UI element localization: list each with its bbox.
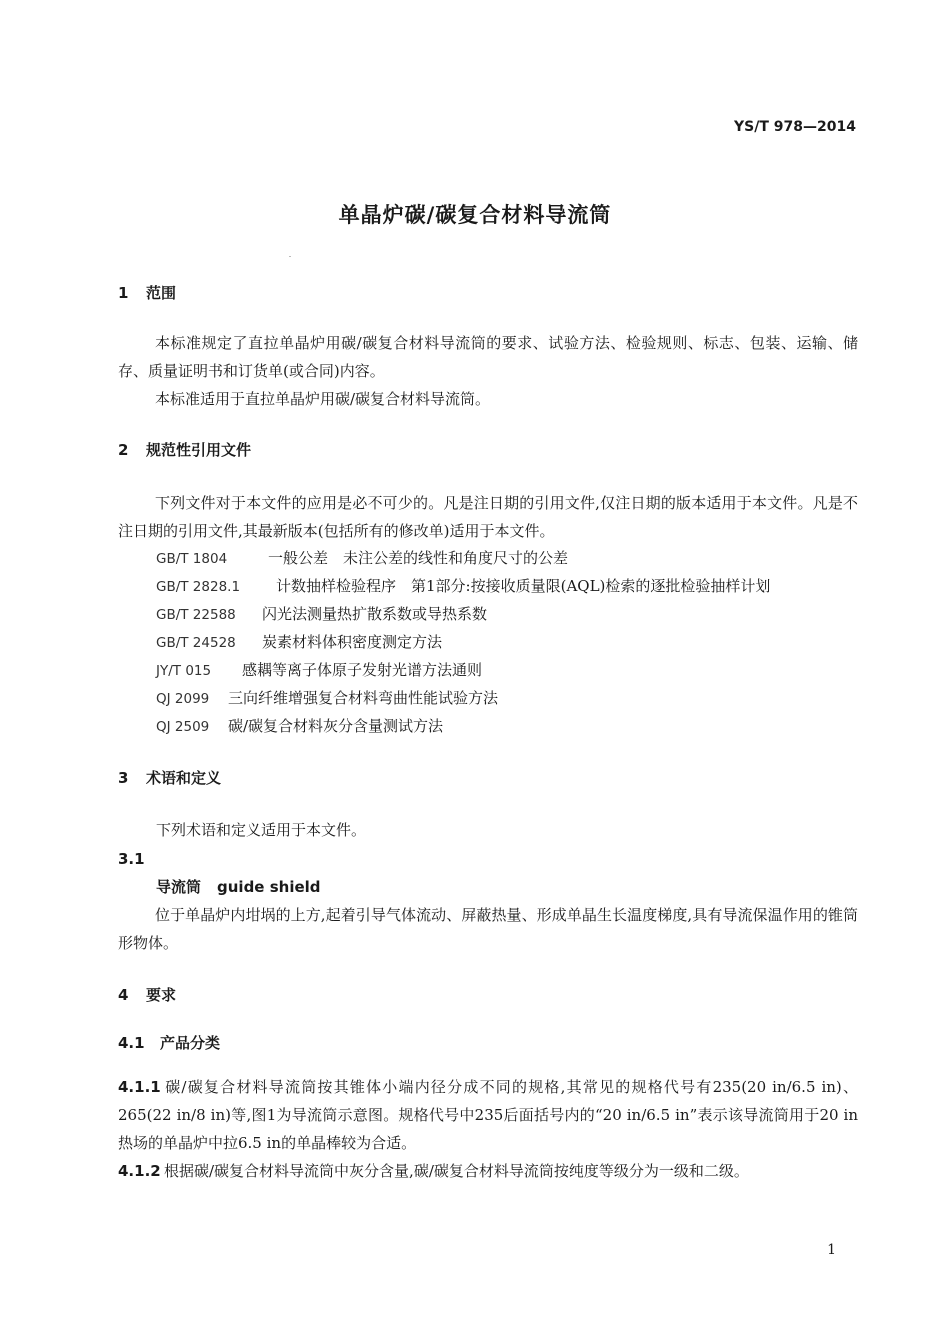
section-number: 1 bbox=[118, 284, 129, 302]
reference-item bbox=[156, 663, 482, 679]
section-number: 2 bbox=[118, 441, 129, 459]
subsection-title: 产品分类 bbox=[160, 1034, 221, 1052]
section-3-heading bbox=[118, 771, 221, 786]
section-1-heading bbox=[118, 286, 176, 301]
reference-code: GB/T 22588 bbox=[156, 607, 236, 623]
subsection-4-1-heading bbox=[118, 1036, 220, 1051]
section-title: 术语和定义 bbox=[146, 769, 222, 787]
reference-title: 碳/碳复合材料灰分含量测试方法 bbox=[228, 717, 444, 735]
section-title: 要求 bbox=[146, 986, 177, 1004]
page-number: 1 bbox=[827, 1242, 836, 1258]
reference-item bbox=[156, 607, 487, 623]
term-entry bbox=[156, 880, 321, 895]
reference-item bbox=[156, 579, 770, 595]
clause-4-1-2 bbox=[118, 1157, 858, 1185]
document-title: 单晶炉碳/碳复合材料导流筒 bbox=[338, 203, 612, 227]
reference-title: 一般公差 未注公差的线性和角度尺寸的公差 bbox=[268, 549, 569, 567]
reference-title: 计数抽样检验程序 第1部分:按接收质量限(AQL)检索的逐批检验抽样计划 bbox=[276, 577, 771, 595]
clause-text: 根据碳/碳复合材料导流筒中灰分含量,碳/碳复合材料导流筒按纯度等级分为一级和二级。 bbox=[164, 1162, 749, 1180]
section-3-intro: 下列术语和定义适用于本文件。 bbox=[156, 821, 367, 839]
term-chinese: 导流筒 bbox=[156, 878, 202, 896]
section-1-paragraph-2: 本标准适用于直拉单晶炉用碳/碳复合材料导流筒。 bbox=[155, 390, 491, 408]
reference-item bbox=[156, 691, 498, 707]
reference-item bbox=[156, 551, 568, 567]
clause-number: 4.1.1 bbox=[118, 1078, 161, 1096]
section-2-intro: 下列文件对于本文件的应用是必不可少的。凡是注日期的引用文件,仅注日期的版本适用于本文件。凡是不注日期的引用文件,其最新版本(包括所有的修改单)适用于本文件。 bbox=[118, 494, 858, 540]
reference-title: 三向纤维增强复合材料弯曲性能试验方法 bbox=[228, 689, 499, 707]
reference-item bbox=[156, 635, 442, 651]
clause-number: 4.1.2 bbox=[118, 1162, 161, 1180]
subsection-3-1-number: 3.1 bbox=[118, 850, 145, 868]
term-english: guide shield bbox=[217, 878, 321, 896]
section-number: 3 bbox=[118, 769, 129, 787]
reference-item bbox=[156, 719, 443, 735]
reference-code: QJ 2099 bbox=[156, 691, 210, 707]
reference-code: QJ 2509 bbox=[156, 719, 210, 735]
section-2-heading bbox=[118, 443, 251, 458]
reference-code: JY/T 015 bbox=[156, 663, 212, 679]
reference-code: GB/T 1804 bbox=[156, 551, 228, 567]
clause-4-1-1 bbox=[118, 1073, 858, 1157]
reference-title: 感耦等离子体原子发射光谱方法通则 bbox=[242, 661, 483, 679]
clause-text: 碳/碳复合材料导流筒按其锥体小端内径分成不同的规格,其常见的规格代号有235(20 in/6.5 in)、265(22 in/8 in)等,图1为导流筒示意图。规格代号中235后面括号内的“20 in/6.5 in”表示该导流筒用于20 in热场的单晶炉中拉6.5 in的单晶棒较为合适。 bbox=[118, 1078, 858, 1152]
reference-title: 炭素材料体积密度测定方法 bbox=[262, 633, 443, 651]
term-definition: 位于单晶炉内坩埚的上方,起着引导气体流动、屏蔽热量、形成单晶生长温度梯度,具有导流保温作用的锥筒形物体。 bbox=[118, 906, 858, 952]
reference-code: GB/T 2828.1 bbox=[156, 579, 241, 595]
section-4-heading bbox=[118, 988, 176, 1003]
subsection-number: 4.1 bbox=[118, 1034, 145, 1052]
section-number: 4 bbox=[118, 986, 129, 1004]
scan-speck bbox=[289, 256, 291, 257]
section-title: 范围 bbox=[146, 284, 177, 302]
reference-title: 闪光法测量热扩散系数或导热系数 bbox=[262, 605, 488, 623]
section-1-paragraph-1: 本标准规定了直拉单晶炉用碳/碳复合材料导流筒的要求、试验方法、检验规则、标志、包装、运输、储存、质量证明书和订货单(或合同)内容。 bbox=[118, 334, 858, 380]
standard-code: YS/T 978—2014 bbox=[734, 119, 856, 135]
reference-code: GB/T 24528 bbox=[156, 635, 236, 651]
section-title: 规范性引用文件 bbox=[146, 441, 252, 459]
